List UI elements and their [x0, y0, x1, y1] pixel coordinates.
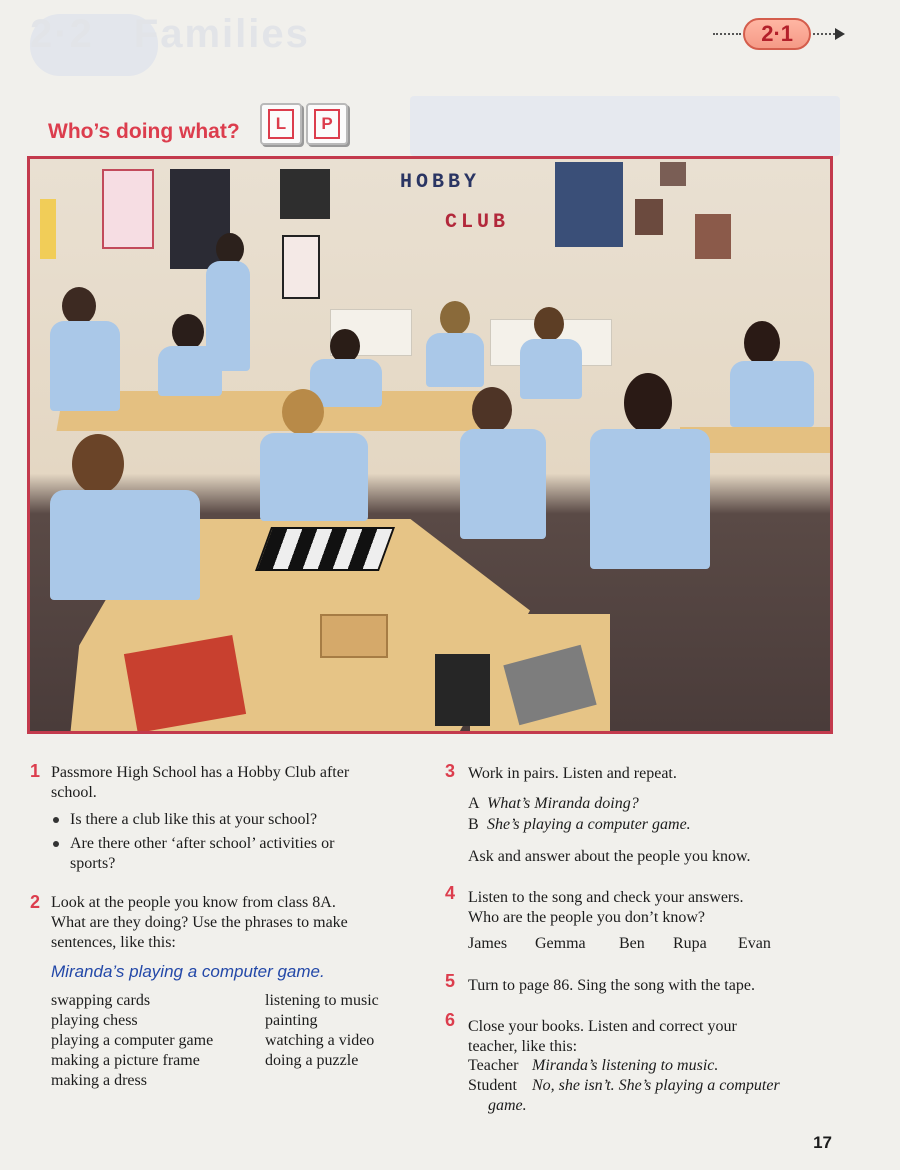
exercise-number: 3 [445, 761, 456, 781]
easel-canvas [282, 235, 320, 299]
ghost-title: 2·2 Families [30, 12, 310, 56]
exercise-number: 6 [445, 1010, 456, 1030]
name-item: Gemma [535, 935, 586, 952]
phrase: making a dress [51, 1072, 147, 1089]
exercise-3-followup: Ask and answer about the people you know. [468, 848, 751, 865]
hobby-sign: HOBBY [400, 171, 481, 194]
wall-poster [280, 169, 330, 219]
wall-poster [555, 162, 623, 247]
wall-poster [40, 199, 56, 259]
phrase: painting [265, 1012, 318, 1029]
exercise-5-text: Turn to page 86. Sing the song with the tape. [468, 977, 755, 994]
phrase: playing a computer game [51, 1032, 214, 1049]
phrase: making a picture frame [51, 1052, 200, 1069]
ghost-box [410, 96, 840, 156]
listening-key-icon: L [260, 103, 302, 145]
hobby-club-photo [27, 156, 833, 734]
name-item: Rupa [673, 935, 707, 952]
phrase: doing a puzzle [265, 1052, 359, 1069]
chess-board [255, 527, 395, 571]
bullet-item: Are there other ‘after school’ activities or [70, 835, 335, 852]
phrase: listening to music [265, 992, 379, 1009]
unit-badge: 2·1 [743, 18, 811, 50]
bullet-item-continued: sports? [70, 855, 116, 872]
exercise-number: 5 [445, 971, 456, 991]
video-case [435, 654, 490, 726]
exercise-4-text: Listen to the song and check your answers. Who are the people you don’t know? [468, 889, 744, 926]
pronunciation-key-icon: P [306, 103, 348, 145]
arrow-right-icon [835, 28, 845, 40]
teacher-student-dialogue: Teacher Miranda’s listening to music. Student No, she isn’t. She’s playing a computer game. [468, 1057, 780, 1114]
phrase: playing chess [51, 1012, 138, 1029]
exercise-1-text: Passmore High School has a Hobby Club after school. [51, 764, 350, 801]
exercise-number: 4 [445, 883, 456, 903]
bullet-item: Is there a club like this at your school? [70, 811, 318, 828]
phrase-list-right [265, 991, 379, 1071]
phrase-list-left [51, 991, 213, 1091]
phrase: watching a video [265, 1032, 375, 1049]
wall-poster [635, 199, 663, 235]
example-sentence: Miranda’s playing a computer game. [51, 962, 325, 981]
club-sign: CLUB [445, 211, 510, 234]
wall-poster [695, 214, 731, 259]
exercise-number: 2 [30, 892, 41, 912]
dialogue: A What’s Miranda doing? B She’s playing a computer game. [468, 795, 691, 833]
name-item: Ben [619, 935, 645, 952]
name-list [468, 935, 771, 953]
wall-poster [660, 162, 686, 186]
wall-poster [102, 169, 154, 249]
exercise-3-instruction: Work in pairs. Listen and repeat. [468, 765, 677, 782]
dotted-line [713, 33, 741, 35]
name-item: Evan [738, 935, 771, 952]
exercise-number: 1 [30, 761, 41, 781]
section-title: Who’s doing what? [48, 120, 240, 143]
name-item: James [468, 935, 508, 952]
dotted-line [813, 33, 835, 35]
exercise-6-text: Close your books. Listen and correct your teacher, like this: [468, 1018, 737, 1055]
back-table [56, 391, 493, 431]
wooden-box [320, 614, 388, 658]
phrase: swapping cards [51, 992, 151, 1009]
exercise-2-text: Look at the people you know from class 8A. What are they doing? Use the phrases to make sentences, like this: [51, 894, 348, 951]
unit-navigation [713, 18, 845, 50]
page-number: 17 [813, 1133, 832, 1152]
